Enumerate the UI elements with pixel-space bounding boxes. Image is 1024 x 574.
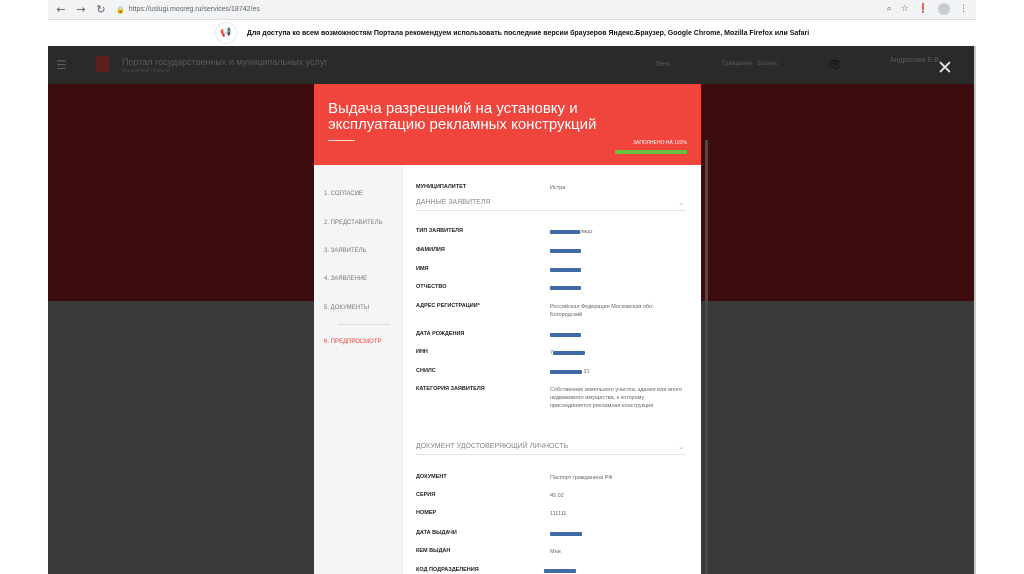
browser-actions [887,3,968,15]
chevron-down-icon[interactable]: ⌄ [678,199,684,207]
more-vertical-icon[interactable]: ⋮ [959,4,968,14]
redacted-mark [550,532,582,536]
steps-sidebar [314,165,403,574]
step-consent[interactable]: 1. СОГЛАСИЕ [324,191,363,197]
field-label: ФАМИЛИЯ [416,247,445,253]
field-value: Собственник земельного участка, здания или иного недвижимого имущества, к которому присоединяется рекламная конструкция [550,387,683,409]
extension-icon[interactable]: ❗ [917,4,929,14]
section-title: ДАННЫЕ ЗАЯВИТЕЛЯ [416,199,491,206]
field-value: Мни [550,549,561,555]
field-label: КОД ПОДРАЗДЕЛЕНИЯ [416,567,479,573]
field-label: ИМЯ [416,266,429,272]
accessibility-eye-icon[interactable]: 👁 [828,58,842,71]
identity-section-header[interactable] [416,443,686,455]
step-applicant[interactable]: 3. ЗАЯВИТЕЛЬ [324,248,367,254]
field-value [550,567,686,574]
field-value: 111111 [550,511,567,517]
portal-title: Портал государственных и муниципальных услуг [122,57,328,67]
title-divider [328,140,355,141]
notice-text: Для доступа ко всем возможностям Портала рекомендуем использовать последние версии браузеров Яндекс.Браузер, Google Chrome, Mozilla Firefox или Safari [246,29,810,37]
region-link[interactable]: Тень [655,61,671,68]
service-modal [314,84,701,574]
browser-toolbar [48,0,976,20]
close-icon[interactable]: ✕ [937,57,953,79]
menu-icon[interactable]: ☰ [56,58,67,72]
steps-divider [338,324,390,325]
portal-subtitle: Московской области [122,68,170,74]
chevron-down-icon[interactable]: ⌄ [678,443,684,451]
field-label: ДАТА РОЖДЕНИЯ [416,331,465,337]
field-label: СЕРИЯ [416,492,436,498]
field-value [550,266,686,274]
redacted-mark [550,333,581,337]
field-label: НОМЕР [416,510,437,516]
field-value: 45 02 [550,493,564,499]
field-label: ДОКУМЕНТ [416,474,447,480]
screenshot [48,0,976,574]
field-label: МУНИЦИПАЛИТЕТ [416,184,467,190]
redacted-mark [550,370,582,374]
megaphone-icon: 📢 [215,22,237,44]
field-label: КАТЕГОРИЯ ЗАЯВИТЕЛЯ [416,386,485,392]
back-icon[interactable]: ← [56,2,66,16]
star-icon[interactable]: ☆ [900,4,909,14]
step-documents[interactable]: 5. ДОКУМЕНТЫ [324,305,370,311]
field-value: Паспорт гражданина РФ [550,475,613,481]
modal-scrollbar[interactable] [705,140,708,574]
fill-progress-bar [615,150,687,154]
field-value-text: лицо [580,229,593,235]
field-label: ОТЧЕСТВО [416,284,447,290]
step-application[interactable]: 4. ЗАЯВЛЕНИЕ [324,276,368,282]
field-value [550,228,686,236]
step-preview[interactable]: 6. ПРЕДПРОСМОТР [324,339,382,345]
field-value [550,247,686,255]
field-value-text: 31 [583,369,590,375]
coat-of-arms-icon [96,56,110,72]
field-value [550,284,686,292]
field-label: ТИП ЗАЯВИТЕЛЯ [416,228,463,234]
modal-title: Выдача разрешений на установку и эксплуатацию рекламных конструкций [328,100,597,133]
redacted-mark [544,569,576,573]
redacted-mark [550,230,580,234]
section-title: ДОКУМЕНТ УДОСТОВЕРЯЮЩИЙ ЛИЧНОСТЬ [416,443,569,450]
field-value-text: 7 [550,350,554,356]
redacted-mark [553,351,585,355]
applicant-section-header[interactable] [416,199,686,211]
forward-icon[interactable]: → [76,2,86,16]
step-representative[interactable]: 2. ПРЕДСТАВИТЕЛЬ [324,220,383,226]
redacted-mark [550,249,581,253]
field-value: Истра [550,185,566,191]
field-label: АДРЕС РЕГИСТРАЦИИ* [416,303,480,309]
fill-progress-label: ЗАПОЛНЕНО НА 100% [633,140,687,146]
lock-icon: 🔒 [116,5,125,14]
portal-header [48,46,976,84]
field-label: КЕМ ВЫДАН [416,548,451,554]
url-text: https://uslugi.mosreg.ru/services/18742/es [128,6,260,13]
field-value: Российская Федерация Московская обл. Богородский [550,304,654,318]
field-label: ДАТА ВЫДАЧИ [416,530,457,536]
redacted-mark [550,268,581,272]
zoom-icon[interactable]: ⌕ [886,4,892,14]
address-bar[interactable] [116,3,260,17]
field-label: СНИЛС [416,368,436,374]
field-value [550,368,686,376]
user-type-switch[interactable]: Гражданин · Бизнес [722,61,778,67]
field-value [550,530,686,538]
browser-notice [48,20,976,46]
modal-header [314,84,701,165]
page-scrollbar[interactable] [974,46,976,574]
field-value [550,349,686,357]
reload-icon[interactable]: ↻ [96,2,106,16]
field-value [550,331,686,339]
field-label: ИНН [416,349,428,355]
user-name[interactable]: Андропова Е.В. [890,57,941,64]
redacted-mark [550,286,581,290]
profile-avatar[interactable] [938,3,950,15]
